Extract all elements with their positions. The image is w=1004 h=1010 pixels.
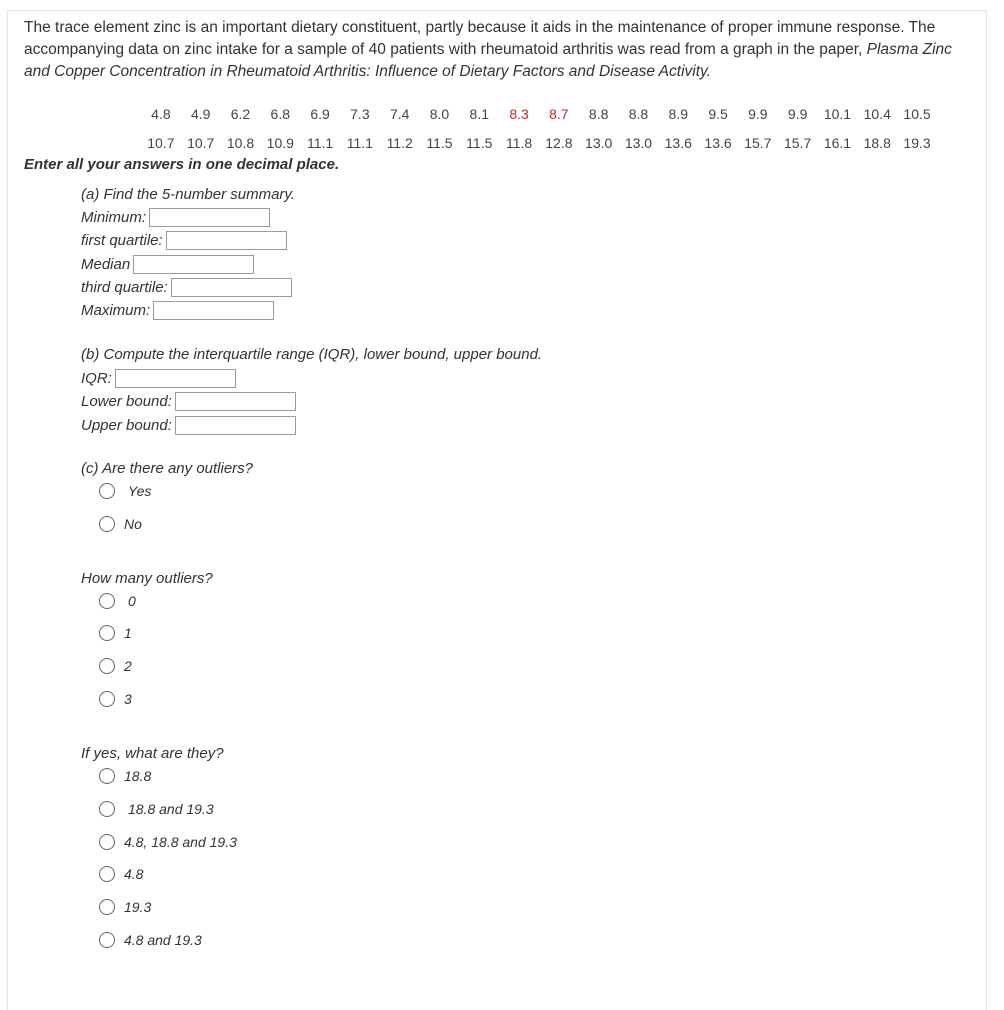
radio-button[interactable] [99, 932, 115, 948]
upper-bound-row [81, 414, 296, 436]
radio-button[interactable] [99, 658, 115, 674]
radio-button[interactable] [99, 899, 115, 915]
data-value: 6.8 [270, 105, 291, 122]
part-a-title: (a) Find the 5-number summary. [81, 186, 295, 203]
iqr-label: IQR: [81, 369, 112, 387]
radio-button[interactable] [99, 801, 115, 817]
data-value: 10.4 [863, 105, 891, 122]
radio-button[interactable] [99, 593, 115, 609]
data-value: 19.3 [903, 134, 931, 151]
maximum-input[interactable] [153, 301, 274, 320]
data-value: 11.2 [386, 134, 413, 151]
paper-title: Plasma Zinc and Copper Concentration in Rheumatoid Arthritis: Influence of Dietary Factors and Disease Activity. [24, 41, 952, 80]
radio-button[interactable] [99, 483, 115, 499]
data-value: 18.8 [863, 134, 891, 151]
option-label: 2 [124, 658, 132, 674]
data-row-2 [141, 128, 937, 157]
how-many-title: How many outliers? [81, 570, 213, 587]
maximum-label: Maximum: [81, 301, 151, 319]
option-label: 4.8 [124, 866, 144, 882]
count-option-0[interactable] [99, 593, 136, 609]
data-value: 4.8 [151, 105, 171, 122]
data-value: 11.8 [505, 134, 533, 151]
third-quartile-input[interactable] [171, 278, 292, 297]
data-value: 4.9 [190, 105, 211, 122]
which-option-3[interactable] [99, 834, 237, 850]
data-value: 8.8 [628, 105, 649, 122]
option-label: 1 [124, 625, 132, 641]
minimum-label: Minimum: [81, 208, 147, 226]
data-value: 16.1 [823, 134, 852, 151]
third-quartile-label: third quartile: [81, 278, 168, 296]
radio-button[interactable] [99, 625, 115, 641]
data-value: 11.1 [346, 134, 373, 151]
median-input[interactable] [133, 255, 254, 274]
which-option-2[interactable] [99, 801, 214, 817]
data-value: 7.4 [389, 105, 410, 122]
data-value: 13.6 [664, 134, 692, 151]
third-quartile-row [81, 276, 292, 298]
radio-button[interactable] [99, 768, 115, 784]
which-option-6[interactable] [99, 932, 202, 948]
data-value: 11.1 [306, 134, 334, 151]
radio-button[interactable] [99, 866, 115, 882]
first-quartile-input[interactable] [166, 231, 287, 250]
lower-bound-input[interactable] [175, 392, 296, 411]
minimum-row [81, 206, 270, 228]
data-value: 8.8 [588, 105, 609, 122]
first-quartile-label: first quartile: [81, 231, 163, 249]
median-row [81, 253, 254, 275]
upper-bound-input[interactable] [175, 416, 296, 435]
data-value-highlighted: 8.3 [509, 105, 529, 122]
which-option-4[interactable] [99, 866, 143, 882]
data-value: 6.9 [310, 105, 330, 122]
instruction: Enter all your answers in one decimal place. [24, 156, 340, 173]
iqr-input[interactable] [115, 369, 236, 388]
minimum-input[interactable] [149, 208, 270, 227]
data-value: 12.8 [545, 134, 573, 151]
data-value: 8.0 [429, 105, 450, 122]
option-label: 4.8 and 19.3 [124, 932, 202, 948]
median-label: Median [81, 255, 131, 273]
first-quartile-row [81, 229, 287, 251]
option-label: 18.8 and 19.3 [128, 801, 214, 817]
data-value: 6.2 [230, 105, 251, 122]
data-value: 11.5 [426, 134, 453, 151]
data-value: 13.6 [704, 134, 732, 151]
option-label: 4.8, 18.8 and 19.3 [124, 834, 237, 850]
data-value: 8.9 [668, 105, 688, 122]
maximum-row [81, 299, 274, 321]
radio-button[interactable] [99, 516, 115, 532]
data-value: 9.9 [787, 105, 808, 122]
option-label: No [124, 516, 142, 532]
option-label: 19.3 [124, 899, 152, 915]
which-option-5[interactable] [99, 899, 151, 915]
iqr-row [81, 367, 236, 389]
data-value: 13.0 [585, 134, 613, 151]
option-label: 18.8 [124, 768, 152, 784]
data-value: 15.7 [744, 134, 772, 151]
option-label: Yes [128, 483, 152, 499]
intro-text: The trace element zinc is an important dietary constituent, partly because it aids in the maintenance of proper immune response. The accompanying data on zinc intake for a sample of 40 patients with rheumatoid arthritis was read from a graph in the paper, [24, 19, 936, 58]
data-value: 10.8 [226, 134, 255, 151]
which-title: If yes, what are they? [81, 745, 224, 762]
part-c-title: (c) Are there any outliers? [81, 460, 254, 477]
data-value: 10.5 [903, 105, 931, 122]
option-label: 0 [128, 593, 136, 609]
data-value: 10.9 [266, 134, 294, 151]
count-option-2[interactable] [99, 658, 132, 674]
count-option-3[interactable] [99, 691, 132, 707]
radio-button[interactable] [99, 834, 115, 850]
count-option-1[interactable] [99, 625, 132, 641]
data-value: 10.7 [187, 134, 215, 151]
upper-bound-label: Upper bound: [81, 416, 172, 434]
lower-bound-label: Lower bound: [81, 392, 172, 410]
data-value: 8.1 [469, 105, 489, 122]
data-value: 10.7 [147, 134, 175, 151]
data-value: 7.3 [350, 105, 370, 122]
data-value: 13.0 [624, 134, 653, 151]
outliers-option-yes[interactable] [99, 483, 151, 499]
data-value-highlighted: 8.7 [549, 105, 569, 122]
data-value: 10.1 [823, 105, 852, 122]
data-value: 9.9 [748, 105, 768, 122]
lower-bound-row [81, 390, 296, 412]
problem-intro [24, 17, 979, 83]
data-value: 15.7 [784, 134, 812, 151]
option-label: 3 [124, 691, 132, 707]
outliers-option-no[interactable] [99, 516, 142, 532]
radio-button[interactable] [99, 691, 115, 707]
part-b-title: (b) Compute the interquartile range (IQR), lower bound, upper bound. [81, 346, 543, 363]
data-value: 9.5 [708, 105, 728, 122]
data-row-1 [141, 99, 937, 128]
which-option-1[interactable] [99, 768, 151, 784]
zinc-data-table [141, 99, 937, 157]
data-value: 11.5 [466, 134, 493, 151]
